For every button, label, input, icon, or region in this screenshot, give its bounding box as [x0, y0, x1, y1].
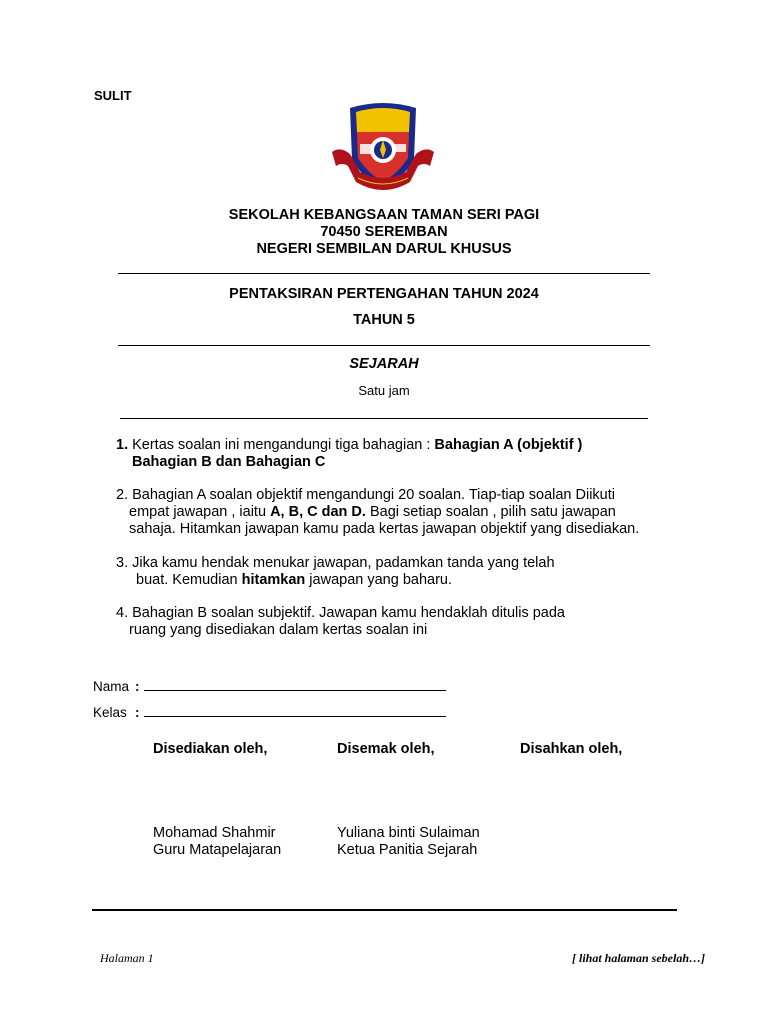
instruction-line: buat. Kemudian hitamkan jawapan yang baharu.: [136, 572, 453, 588]
school-header: [0, 207, 768, 258]
classification-label: SULIT: [94, 88, 132, 103]
instruction-emphasis: Bahagian B dan Bahagian C: [132, 454, 326, 470]
divider: [118, 273, 650, 274]
instruction-text: Jika kamu hendak menukar jawapan, padamkan tanda yang telah: [128, 555, 555, 571]
instruction-number: 4.: [116, 605, 129, 621]
class-input-line[interactable]: [144, 704, 446, 717]
divider: [118, 345, 650, 346]
instruction-text: Bahagian B soalan subjektif. Jawapan kamu hendaklah ditulis pada: [128, 605, 565, 621]
checked-by-role: Ketua Panitia Sejarah: [337, 842, 478, 858]
instruction-4: [116, 605, 716, 639]
page-number: Halaman 1: [100, 951, 154, 965]
school-name: SEKOLAH KEBANGSAAN TAMAN SERI PAGI: [228, 207, 540, 223]
instruction-2: [116, 487, 736, 538]
divider: [120, 418, 648, 419]
field-separator: :: [135, 705, 140, 720]
instruction-emphasis: Bahagian A (objektif ): [434, 437, 583, 453]
instruction-line: ruang yang disediakan dalam kertas soalan ini: [129, 622, 428, 638]
field-separator: :: [135, 679, 140, 694]
name-input-line[interactable]: [144, 678, 446, 691]
class-label: Kelas: [93, 705, 127, 720]
next-page-note: [ lihat halaman sebelah…]: [571, 951, 705, 965]
approved-by-label: Disahkan oleh,: [520, 741, 623, 757]
instruction-number: 2.: [116, 487, 129, 503]
name-field-row: [93, 678, 446, 694]
instruction-3: [116, 555, 716, 589]
instruction-line: empat jawapan , iaitu A, B, C dan D. Bagi setiap soalan , pilih satu jawapan: [129, 504, 616, 520]
prepared-by-role: Guru Matapelajaran: [153, 842, 282, 858]
exam-title: PENTAKSIRAN PERTENGAHAN TAHUN 2024: [229, 286, 539, 302]
instruction-emphasis: hitamkan: [241, 572, 306, 588]
school-state: NEGERI SEMBILAN DARUL KHUSUS: [256, 241, 512, 257]
class-field-row: [93, 704, 446, 720]
instruction-emphasis: A, B, C dan D.: [270, 504, 366, 520]
instruction-text: Kertas soalan ini mengandungi tiga bahagian :: [128, 437, 435, 453]
instruction-number: 3.: [116, 555, 129, 571]
checked-by-label: Disemak oleh,: [337, 741, 435, 757]
footer-divider: [92, 909, 677, 911]
exam-year: TAHUN 5: [353, 312, 415, 328]
exam-subject: SEJARAH: [349, 356, 419, 372]
prepared-by-name: Mohamad Shahmir: [153, 825, 276, 841]
exam-duration: Satu jam: [358, 383, 410, 398]
instruction-text: Bahagian A soalan objektif mengandungi 20 soalan. Tiap-tiap soalan Diikuti: [128, 487, 615, 503]
school-crest-logo: [330, 102, 436, 200]
prepared-by-label: Disediakan oleh,: [153, 741, 268, 757]
checked-by-name: Yuliana binti Sulaiman: [337, 825, 480, 841]
name-label: Nama: [93, 679, 130, 694]
instruction-1: [116, 437, 716, 471]
prepared-by-block: [153, 825, 281, 859]
instruction-number: 1.: [116, 437, 129, 453]
instruction-line: sahaja. Hitamkan jawapan kamu pada kertas jawapan objektif yang disediakan.: [129, 521, 640, 537]
school-postcode-city: 70450 SEREMBAN: [320, 224, 448, 240]
checked-by-block: [337, 825, 480, 859]
